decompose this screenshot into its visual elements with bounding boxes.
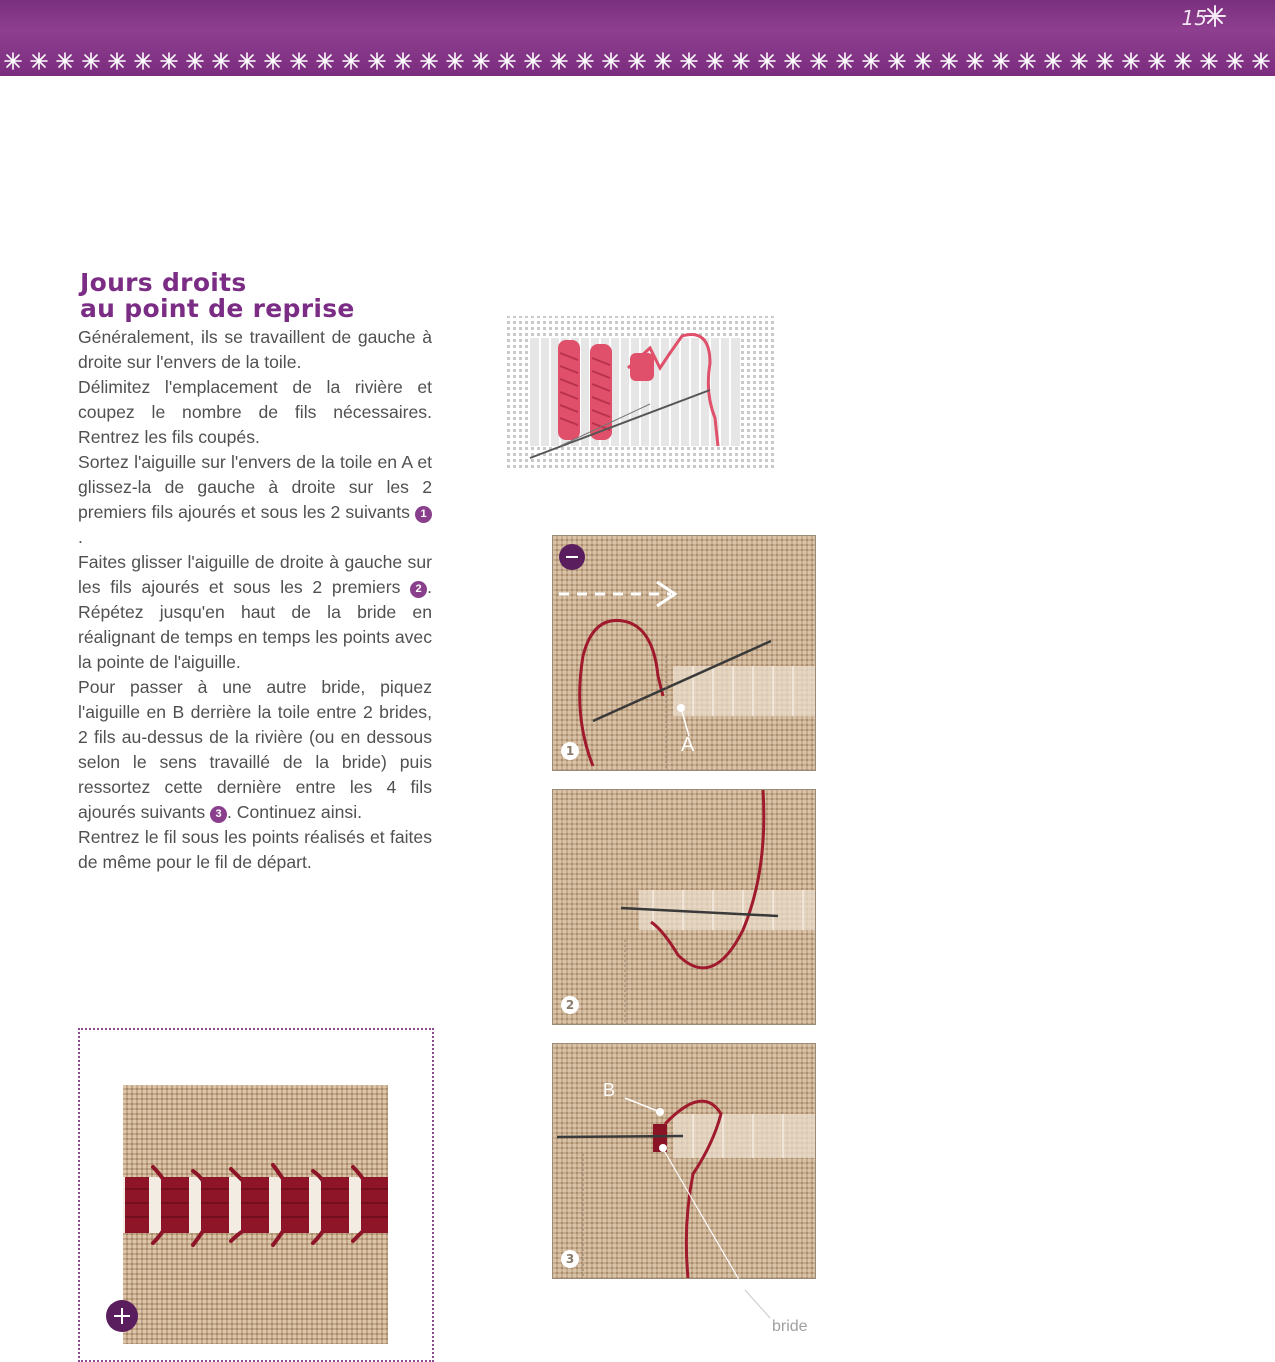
stitch-diagram [500, 308, 780, 478]
paragraph [78, 550, 432, 675]
step-number-1: 1 [561, 742, 579, 760]
asterisk-star-icon [1203, 4, 1227, 28]
step-number-3: 3 [561, 1250, 579, 1268]
page-number: 15 [1181, 6, 1207, 30]
article-body [78, 325, 432, 875]
article-title [80, 270, 355, 322]
needle-icon [557, 1136, 683, 1137]
paragraph [78, 450, 432, 550]
title-line-2: au point de reprise [80, 294, 355, 323]
bride-label: bride [772, 1318, 808, 1335]
header-band [0, 0, 1275, 76]
step-number-2: 2 [561, 996, 579, 1014]
paragraph-text: Pour passer à une autre bride, piquez l'aiguille en B derrière la toile entre 2 brides, 2 fils au-dessus de la rivière (ou en dessous selon le sens travaillé de la bride) puis ressortez cette dernière entre les 4 fils ajourés suivants [78, 677, 432, 822]
paragraph-text: Faites glisser l'aiguille de droite à gauche sur les fils ajourés et sous les 2 premiers [78, 552, 432, 597]
paragraph-text: Sortez l'aiguille sur l'envers de la toile en A et glissez-la de gauche à droite sur les 2 premiers fils ajourés et sous les 2 suivants [78, 452, 432, 522]
paragraph-text: . Continuez ainsi. [227, 802, 362, 822]
step-photo-3 [552, 1043, 816, 1279]
paragraph: Généralement, ils se travaillent de gauche à droite sur l'envers de la toile. [78, 327, 432, 372]
step-badge-2: 2 [410, 581, 427, 598]
step-badge-1: 1 [415, 506, 432, 523]
paragraph-text: . Répétez jusqu'en haut de la bride en réalignant de temps en temps les points avec la pointe de l'aiguille. [78, 577, 432, 672]
header-ornament-pattern [0, 48, 1275, 74]
point-label-b: B [603, 1080, 616, 1100]
paragraph: Rentrez le fil sous les points réalisés et faites de même pour le fil de départ. [78, 827, 432, 872]
minus-circle-icon [559, 544, 585, 570]
paragraph: Délimitez l'emplacement de la rivière et coupez le nombre de fils nécessaires. Rentrez les fils coupés. [78, 377, 432, 447]
result-photo [123, 1085, 388, 1344]
step-photo-1 [552, 535, 816, 771]
plus-circle-icon [106, 1300, 138, 1332]
step-photo-2 [552, 789, 816, 1025]
paragraph-text: . [78, 527, 83, 547]
step-badge-3: 3 [210, 806, 227, 823]
title-line-1: Jours droits [80, 268, 247, 297]
paragraph [78, 675, 432, 825]
point-label-a: A [681, 734, 695, 756]
